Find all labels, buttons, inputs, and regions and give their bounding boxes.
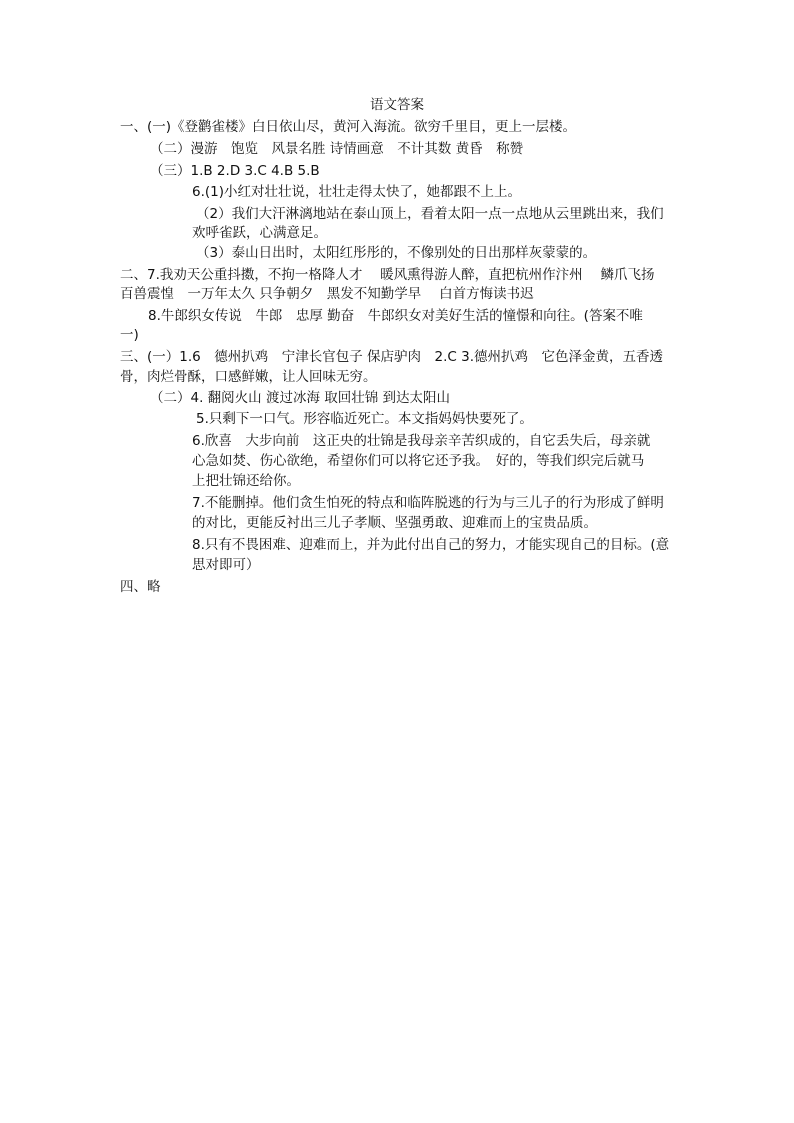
section4-line1: 四、略 <box>120 579 161 595</box>
section3-q7-line1: 7.不能删掉。他们贪生怕死的特点和临阵脱逃的行为与三儿子的行为形成了鲜明 <box>192 495 664 511</box>
section3-q8-line2: 思对即可） <box>192 557 260 573</box>
section3-q6-line1: 6.欣喜 大步向前 这正央的壮锦是我母亲辛苦织成的，自它丢失后，母亲就 <box>192 433 651 449</box>
section1-q6-line2: （2）我们大汗淋漓地站在泰山顶上，看着太阳一点一点地从云里跳出来，我们 <box>196 206 664 222</box>
section3-line3: （二）4. 翻阅火山 渡过冰海 取回壮锦 到达太阳山 <box>150 390 451 406</box>
section1-q6-line1: 6.(1)小红对壮壮说，壮壮走得太快了，她都跟不上上。 <box>192 184 522 200</box>
section1-line3: （三）1.B 2.D 3.C 4.B 5.B <box>150 163 320 179</box>
section2-line4: 一) <box>120 327 139 343</box>
section2-line2: 百兽震惶 一万年太久 只争朝夕 黑发不知勤学早 白首方悔读书迟 <box>120 286 534 302</box>
section1-line2: （二）漫游 饱览 风景名胜 诗情画意 不计其数 黄昏 称赞 <box>150 141 524 157</box>
section1-q6-line4: （3）泰山日出时，太阳红彤彤的，不像别处的日出那样灰蒙蒙的。 <box>196 245 597 261</box>
section3-line1: 三、(一）1.6 德州扒鸡 宁津长官包子 保店驴肉 2.C 3.德州扒鸡 它色泽金黄，五香透 <box>120 349 664 365</box>
section2-line3: 8.牛郎织女传说 牛郎 忠厚 勤奋 牛郎织女对美好生活的憧憬和向往。(答案不唯 <box>148 308 643 324</box>
section3-q8-line1: 8.只有不畏困难、迎难而上，并为此付出自己的努力，才能实现自己的目标。(意 <box>192 537 670 553</box>
section1-line1: 一、(一)《登鹳雀楼》白日依山尽，黄河入海流。欲穷千里目，更上一层楼。 <box>120 119 577 135</box>
section2-line1: 二、7.我劝天公重抖擞，不拘一格降人才 暖风熏得游人醉，直把杭州作汴州 鳞爪飞扬 <box>120 267 655 283</box>
document-title: 语文答案 <box>370 97 424 113</box>
section3-q6-line3: 上把壮锦还给你。 <box>192 473 300 489</box>
section3-line2: 骨，肉烂骨酥，口感鲜嫩，让人回味无穷。 <box>120 369 377 385</box>
section3-q6-line2: 心急如焚、伤心欲绝，希望你们可以将它还予我。 好的，等我们织完后就马 <box>192 453 645 469</box>
section3-q7-line2: 的对比，更能反衬出三儿子孝顺、坚强勇敢、迎难而上的宝贵品质。 <box>192 515 597 531</box>
section1-q6-line3: 欢呼雀跃，心满意足。 <box>192 225 327 241</box>
section3-q5: 5.只剩下一口气。形容临近死亡。本文指妈妈快要死了。 <box>196 411 533 427</box>
